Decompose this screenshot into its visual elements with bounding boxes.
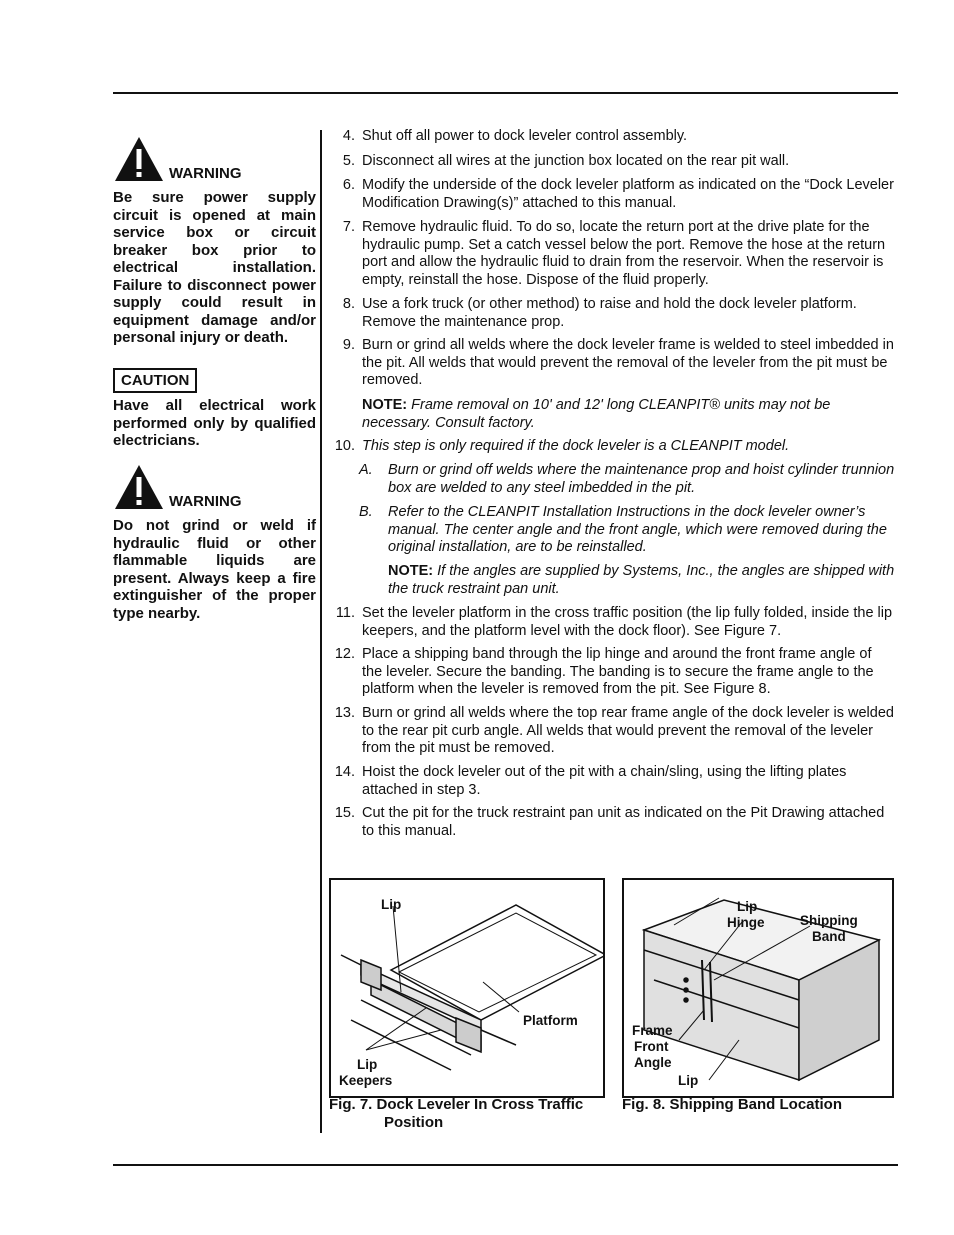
top-rule [113, 92, 898, 94]
warning-heading [113, 461, 316, 511]
step-text: Burn or grind all welds where the dock leveler frame is welded to steel imbedded in the pit. All welds that would prevent the removal of the leveler from the pit must be removed. [362, 337, 894, 388]
label-lip: Lip [678, 1073, 699, 1088]
step-number: 5. [342, 153, 355, 169]
label-frame-front-angle-line1: Frame [632, 1023, 673, 1038]
warning-title: WARNING [169, 493, 242, 510]
step-text: Refer to the CLEANPIT Installation Instructions in the dock leveler owner’s manual. The center angle and the front angle, which were removed during the original installation, are to be reinstalled. [388, 504, 887, 555]
note-step-10 [388, 563, 895, 598]
step-number: 7. [342, 219, 355, 235]
warning-text: Be sure power supply circuit is opened at main service box or circuit breaker box prior to electrical installation. Failure to disconnect power supply could result in equipment damage and/or personal injury or death. [113, 189, 316, 346]
step-text: Burn or grind all welds where the top rear frame angle of the dock leveler is welded to the rear pit curb angle. All welds that would prevent the removal of the leveler from the pit must be removed. [362, 705, 894, 756]
label-lip-keepers-line1: Lip [357, 1057, 378, 1072]
label-lip-hinge-line1: Lip [737, 899, 758, 914]
step-text: This step is only required if the dock leveler is a CLEANPIT model. [362, 438, 790, 454]
step-number: 14. [334, 764, 355, 780]
step-text: Set the leveler platform in the cross traffic position (the lip fully folded, inside the lip keepers, and the platform level with the dock floor). See Figure 7. [362, 605, 893, 639]
bottom-rule [113, 1164, 898, 1166]
warning-heading [113, 133, 316, 183]
label-lip-hinge-line2: Hinge [727, 915, 765, 930]
step-number: 12. [334, 646, 355, 662]
label-platform: Platform [523, 1013, 578, 1028]
note-text: If the angles are supplied by Systems, Inc., the angles are shipped with the truck restraint pan unit. [388, 563, 895, 597]
note-label: NOTE: [388, 563, 434, 579]
step-text: Burn or grind off welds where the maintenance prop and hoist cylinder trunnion box are welded to any steel imbedded in the pit. [388, 462, 895, 496]
figure-7 [329, 878, 605, 1098]
note-step-9 [362, 397, 895, 432]
step-text: Remove hydraulic fluid. To do so, locate the return port at the drive plate for the hydraulic pump. Set a catch vessel below the port. Remove the hose at the return port and allow the hydraulic fluid to drain from the reservoir. When the reservoir is empty, reinstall the hose. Dispose of the fluid properly. [362, 219, 886, 288]
step-number: 8. [342, 296, 355, 312]
warning-text: Do not grind or weld if hydraulic fluid or other flammable liquids are present. Always keep a fire extinguisher of the proper type nearby. [113, 517, 316, 622]
step-text: Disconnect all wires at the junction box located on the rear pit wall. [362, 153, 790, 169]
step-number: B. [359, 504, 373, 520]
warning-triangle-icon [113, 463, 165, 511]
step-number: A. [359, 462, 373, 478]
label-lip-keepers-line2: Keepers [339, 1073, 393, 1088]
label-lip: Lip [381, 897, 402, 912]
caution-label: CAUTION [113, 368, 197, 393]
note-text: Frame removal on 10' and 12' long CLEANPIT® units may not be necessary. Consult factory. [362, 397, 831, 431]
warning-block-fire [113, 461, 316, 622]
step-text: Shut off all power to dock leveler control assembly. [362, 128, 688, 144]
warning-triangle-icon [113, 135, 165, 183]
label-frame-front-angle-line3: Angle [634, 1055, 672, 1070]
step-text: Use a fork truck (or other method) to raise and hold the dock leveler platform. Remove the maintenance prop. [362, 296, 857, 330]
note-label: NOTE: [362, 397, 408, 413]
column-divider [320, 130, 322, 1133]
caution-text: Have all electrical work performed only by qualified electricians. [113, 397, 316, 449]
step-text: Place a shipping band through the lip hinge and around the front frame angle of the leveler. Secure the banding. The banding is to secure the frame angle to the platform when the leveler is removed from the pit. See Figure 8. [362, 646, 874, 697]
step-number: 11. [335, 605, 355, 621]
step-number: 15. [334, 805, 355, 821]
step-number: 13. [334, 705, 355, 721]
step-number: 6. [342, 177, 355, 193]
label-shipping-band-line2: Band [812, 929, 846, 944]
figure-7-caption-line2: Position [384, 1114, 444, 1131]
label-frame-front-angle-line2: Front [634, 1039, 669, 1054]
label-shipping-band-line1: Shipping [800, 913, 858, 928]
figure-8-caption: Fig. 8. Shipping Band Location [622, 1096, 842, 1113]
warning-block-power [113, 133, 316, 347]
caution-block [113, 368, 316, 450]
step-text: Modify the underside of the dock leveler platform as indicated on the “Dock Leveler Modification Drawing(s)” attached to this manual. [362, 177, 894, 211]
step-text: Hoist the dock leveler out of the pit with a chain/sling, using the lifting plates attached in step 3. [362, 764, 847, 798]
step-number: 9. [342, 337, 355, 353]
figure-7-caption-line1: Fig. 7. Dock Leveler In Cross Traffic [329, 1096, 584, 1113]
step-number: 10. [334, 438, 355, 454]
warning-title: WARNING [169, 165, 242, 182]
step-text: Cut the pit for the truck restraint pan unit as indicated on the Pit Drawing attached to this manual. [362, 805, 885, 839]
step-number: 4. [342, 128, 355, 144]
figure-8 [622, 878, 894, 1098]
